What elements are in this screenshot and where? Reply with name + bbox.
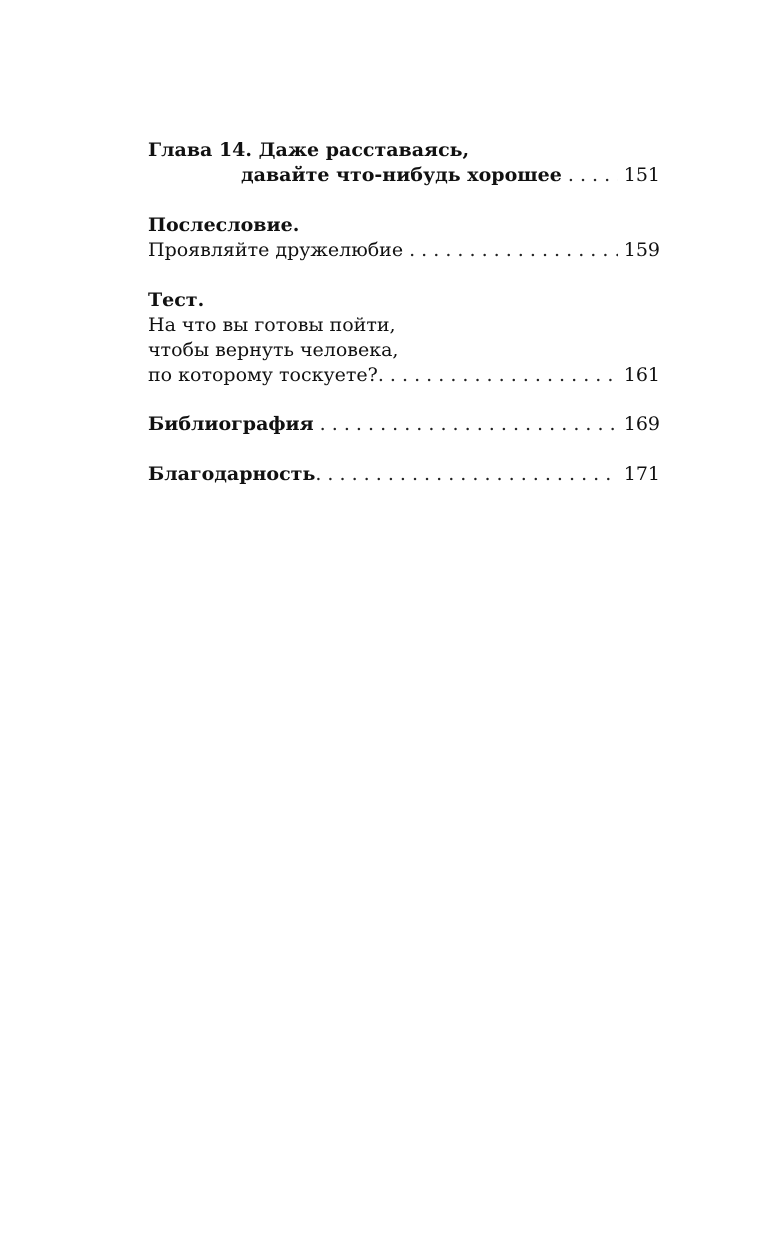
table-of-contents xyxy=(148,138,660,487)
toc-entry-heading: Послесловие. xyxy=(148,214,300,236)
toc-entry-title: Глава 14. Даже расставаясь, xyxy=(148,139,470,161)
dot-leader xyxy=(315,462,617,487)
toc-page-number: 159 xyxy=(623,239,660,261)
toc-page-number: 171 xyxy=(623,463,660,485)
toc-entry-subtitle-line: по которому тоскуете? xyxy=(148,364,378,386)
toc-entry-bibliography xyxy=(148,412,660,437)
dot-leader xyxy=(568,163,618,188)
toc-entry-title: Библиография xyxy=(148,413,314,435)
dot-leader xyxy=(378,363,618,388)
toc-entry-subtitle: Проявляйте дружелюбие xyxy=(148,239,404,261)
toc-entry-afterword xyxy=(148,213,660,263)
dot-leader xyxy=(409,238,618,263)
toc-entry-chapter-14 xyxy=(148,138,660,188)
toc-entry-subtitle-line: чтобы вернуть человека, xyxy=(148,339,399,361)
toc-entry-test xyxy=(148,288,660,388)
toc-entry-title: Благодарность xyxy=(148,463,316,485)
toc-page-number: 169 xyxy=(623,413,660,435)
toc-entry-subtitle-line: На что вы готовы пойти, xyxy=(148,314,396,336)
toc-entry-heading: Тест. xyxy=(148,289,205,311)
toc-page-number: 151 xyxy=(623,164,660,186)
dot-leader xyxy=(320,412,618,437)
toc-entry-acknowledgements xyxy=(148,462,660,487)
toc-entry-title-continuation: давайте что-нибудь хорошее xyxy=(241,164,562,186)
toc-page-number: 161 xyxy=(623,364,660,386)
